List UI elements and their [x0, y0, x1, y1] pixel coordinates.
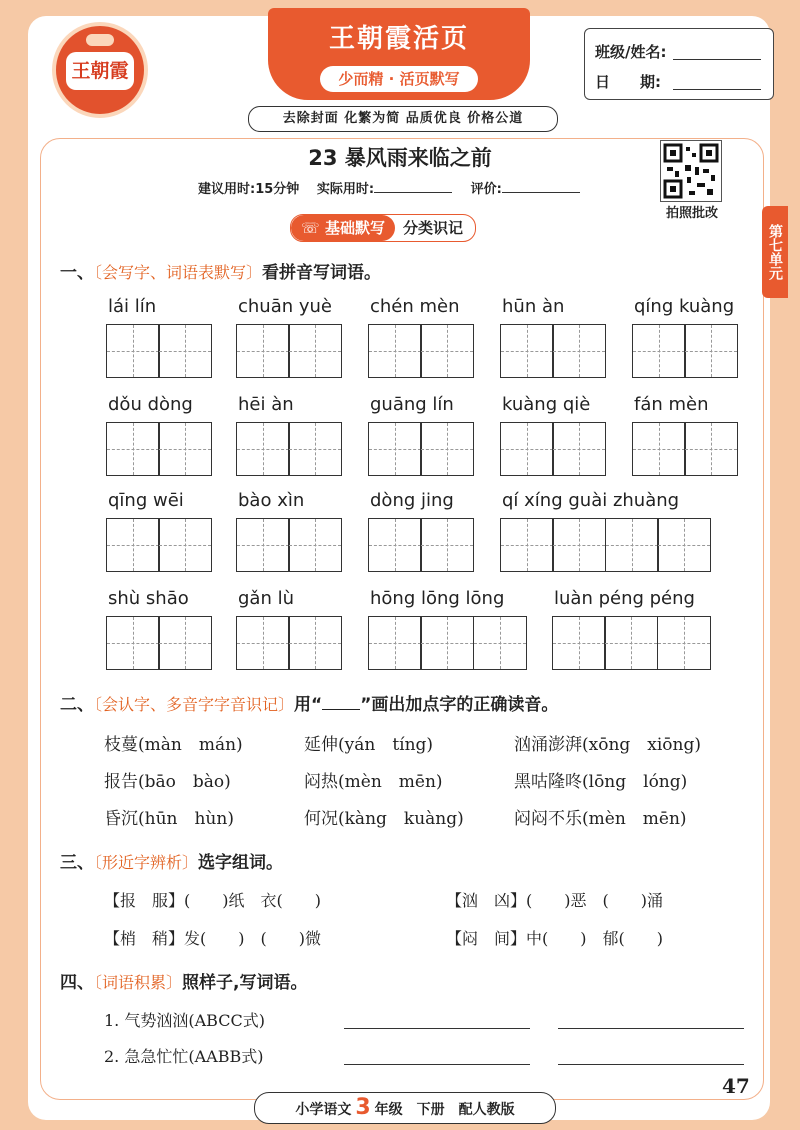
actual-time-label: 实际用时:: [316, 182, 375, 197]
writing-cell[interactable]: [368, 616, 422, 670]
writing-cell[interactable]: [368, 518, 422, 572]
pinyin-label: luàn péng péng: [554, 588, 695, 609]
polyphone-item[interactable]: 闷热(mèn mēn): [304, 772, 443, 792]
student-info-box: [584, 28, 774, 100]
writing-cell[interactable]: [288, 324, 342, 378]
writing-grid: [368, 422, 474, 476]
similar-char-item[interactable]: 【闷 间】中( ) 郁( ): [446, 929, 663, 948]
section2-instruction-b: ”画出加点字的正确读音。: [360, 695, 559, 715]
section4-heading: [60, 968, 307, 993]
qr-label: 拍照批改: [665, 206, 718, 221]
writing-cell[interactable]: [684, 422, 738, 476]
class-name-field[interactable]: [673, 59, 761, 60]
writing-grid: [106, 518, 212, 572]
writing-cell[interactable]: [236, 518, 290, 572]
writing-grid: [368, 518, 474, 572]
word-pattern-item: 1. 气势汹汹(ABCC式): [104, 1011, 265, 1030]
writing-cell[interactable]: [552, 518, 606, 572]
pinyin-label: dǒu dòng: [108, 394, 193, 415]
writing-cell[interactable]: [500, 518, 554, 572]
writing-cell[interactable]: [632, 324, 686, 378]
writing-cell[interactable]: [158, 422, 212, 476]
writing-cell[interactable]: [288, 616, 342, 670]
writing-cell[interactable]: [420, 518, 474, 572]
section2-heading: [60, 690, 558, 715]
writing-cell[interactable]: [605, 518, 659, 572]
time-meta: [198, 178, 594, 197]
pinyin-label: qí xíng guài zhuàng: [502, 490, 680, 511]
writing-cell[interactable]: [106, 324, 160, 378]
tab-basic-dictation[interactable]: [291, 215, 395, 241]
pinyin-label: fán mèn: [634, 394, 709, 415]
pinyin-label: chuān yuè: [238, 296, 333, 317]
writing-cell[interactable]: [604, 616, 658, 670]
lesson-title: 23 暴风雨来临之前: [308, 146, 492, 170]
rating-field[interactable]: [502, 192, 580, 193]
writing-cell[interactable]: [288, 518, 342, 572]
brand-banner: [268, 8, 530, 100]
writing-grid: [236, 616, 342, 670]
pinyin-label: kuàng qiè: [502, 394, 591, 415]
writing-cell[interactable]: [106, 518, 160, 572]
writing-cell[interactable]: [500, 422, 554, 476]
unit-tab: 第七单元: [762, 206, 788, 298]
pinyin-label: lái lín: [108, 296, 157, 317]
polyphone-item[interactable]: 汹涌澎湃(xōng xiōng): [514, 735, 702, 755]
pinyin-label: qīng wēi: [108, 490, 184, 511]
writing-cell[interactable]: [158, 616, 212, 670]
qr-code-icon[interactable]: [660, 140, 722, 202]
answer-line[interactable]: [558, 1028, 744, 1029]
tab-basic-label: 基础默写: [324, 219, 385, 237]
answer-line[interactable]: [558, 1064, 744, 1065]
pinyin-label: guāng lín: [370, 394, 454, 415]
suggest-time: 建议用时:15分钟: [198, 182, 300, 197]
pinyin-label: bào xìn: [238, 490, 305, 511]
writing-cell[interactable]: [632, 422, 686, 476]
polyphone-item[interactable]: 枝蔓(màn mán): [104, 735, 243, 755]
writing-cell[interactable]: [368, 324, 422, 378]
slogan: 去除封面 化繁为简 品质优良 价格公道: [248, 106, 558, 132]
writing-grid: [236, 518, 342, 572]
section4-tag: 〔词语积累〕: [94, 973, 183, 992]
polyphone-item[interactable]: 闷闷不乐(mèn mēn): [514, 809, 687, 829]
writing-grid: [632, 422, 738, 476]
pinyin-label: hōng lōng lōng: [370, 588, 505, 609]
writing-cell[interactable]: [552, 324, 606, 378]
answer-line[interactable]: [344, 1028, 530, 1029]
writing-cell[interactable]: [552, 422, 606, 476]
writing-cell[interactable]: [473, 616, 527, 670]
page-number: 47: [722, 1074, 750, 1098]
date-label: 日 期:: [595, 73, 661, 91]
writing-cell[interactable]: [368, 422, 422, 476]
writing-cell[interactable]: [420, 616, 474, 670]
brand-logo: [52, 22, 148, 118]
writing-cell[interactable]: [420, 324, 474, 378]
section4-instruction: 照样子,写词语。: [182, 973, 308, 993]
section1-instruction: 看拼音写词语。: [262, 263, 382, 283]
polyphone-item[interactable]: 黑咕隆咚(lōng lóng): [514, 772, 688, 792]
writing-grid: [632, 324, 738, 378]
tab-classify[interactable]: 分类识记: [403, 219, 464, 237]
writing-cell[interactable]: [420, 422, 474, 476]
writing-cell[interactable]: [500, 324, 554, 378]
writing-cell[interactable]: [236, 616, 290, 670]
section1-tag: 〔会写字、词语表默写〕: [94, 263, 263, 282]
section3-tag: 〔形近字辨析〕: [94, 853, 199, 872]
polyphone-item[interactable]: 昏沉(hūn hùn): [104, 809, 234, 829]
answer-line[interactable]: [344, 1064, 530, 1065]
section2-instruction-a: 用“: [294, 695, 323, 715]
section3-heading: [60, 848, 283, 873]
writing-cell[interactable]: [657, 616, 711, 670]
pinyin-label: dòng jing: [370, 490, 454, 511]
polyphone-item[interactable]: 延伸(yán tíng): [304, 735, 434, 755]
ear-icon: ☏: [301, 219, 325, 237]
writing-grid: [106, 616, 212, 670]
writing-grid: [106, 324, 212, 378]
pinyin-label: qíng kuàng: [634, 296, 735, 317]
writing-cell[interactable]: [158, 518, 212, 572]
word-pattern-item: 2. 急急忙忙(AABB式): [104, 1047, 264, 1066]
footer-edition-text: 年级 下册 配人教版: [374, 1102, 515, 1118]
brand-title: 王朝霞活页: [328, 24, 469, 54]
polyphone-item[interactable]: 报告(bāo bào): [104, 772, 231, 792]
writing-cell[interactable]: [657, 518, 711, 572]
mode-tabs: [290, 214, 476, 242]
writing-cell[interactable]: [158, 324, 212, 378]
brand-subtitle: 少而精 · 活页默写: [320, 66, 478, 92]
section3-number: 三、: [60, 853, 94, 873]
section2-number: 二、: [60, 695, 94, 715]
writing-grid: [236, 324, 342, 378]
writing-cell[interactable]: [236, 324, 290, 378]
writing-cell[interactable]: [288, 422, 342, 476]
writing-cell[interactable]: [684, 324, 738, 378]
pinyin-label: chén mèn: [370, 296, 460, 317]
writing-grid: [368, 324, 474, 378]
actual-time-field[interactable]: [374, 192, 452, 193]
writing-cell[interactable]: [106, 616, 160, 670]
section1-heading: [60, 258, 381, 283]
writing-grid: [552, 616, 711, 670]
logo-text: 王朝霞: [66, 52, 134, 90]
writing-grid: [368, 616, 527, 670]
logo-crown-icon: [86, 34, 114, 46]
footer-grade: 3: [355, 1095, 371, 1120]
class-name-label: 班级/姓名:: [595, 43, 667, 61]
writing-grid: [236, 422, 342, 476]
section3-instruction: 选字组词。: [198, 853, 284, 873]
writing-cell[interactable]: [236, 422, 290, 476]
writing-grid: [500, 518, 711, 572]
date-field[interactable]: [673, 89, 761, 90]
writing-grid: [500, 324, 606, 378]
underline-sample: [322, 709, 360, 710]
similar-char-item[interactable]: 【梢 稍】发( ) ( )微: [104, 929, 321, 948]
polyphone-item[interactable]: 何况(kàng kuàng): [304, 809, 464, 829]
rating-label: 评价:: [470, 182, 502, 197]
similar-char-item[interactable]: 【报 服】( )纸 衣( ): [104, 891, 321, 910]
pinyin-label: hūn àn: [502, 296, 565, 317]
pinyin-label: hēi àn: [238, 394, 294, 415]
writing-cell[interactable]: [106, 422, 160, 476]
writing-grid: [500, 422, 606, 476]
pinyin-label: shù shāo: [108, 588, 189, 609]
writing-cell[interactable]: [552, 616, 606, 670]
footer-subject: 小学语文: [295, 1102, 352, 1118]
section1-number: 一、: [60, 263, 94, 283]
footer-edition: [254, 1092, 556, 1124]
pinyin-label: gǎn lù: [238, 588, 294, 609]
writing-grid: [106, 422, 212, 476]
section4-number: 四、: [60, 973, 94, 993]
section2-tag: 〔会认字、多音字字音识记〕: [94, 695, 295, 714]
similar-char-item[interactable]: 【汹 凶】( )恶 ( )涌: [446, 891, 663, 910]
